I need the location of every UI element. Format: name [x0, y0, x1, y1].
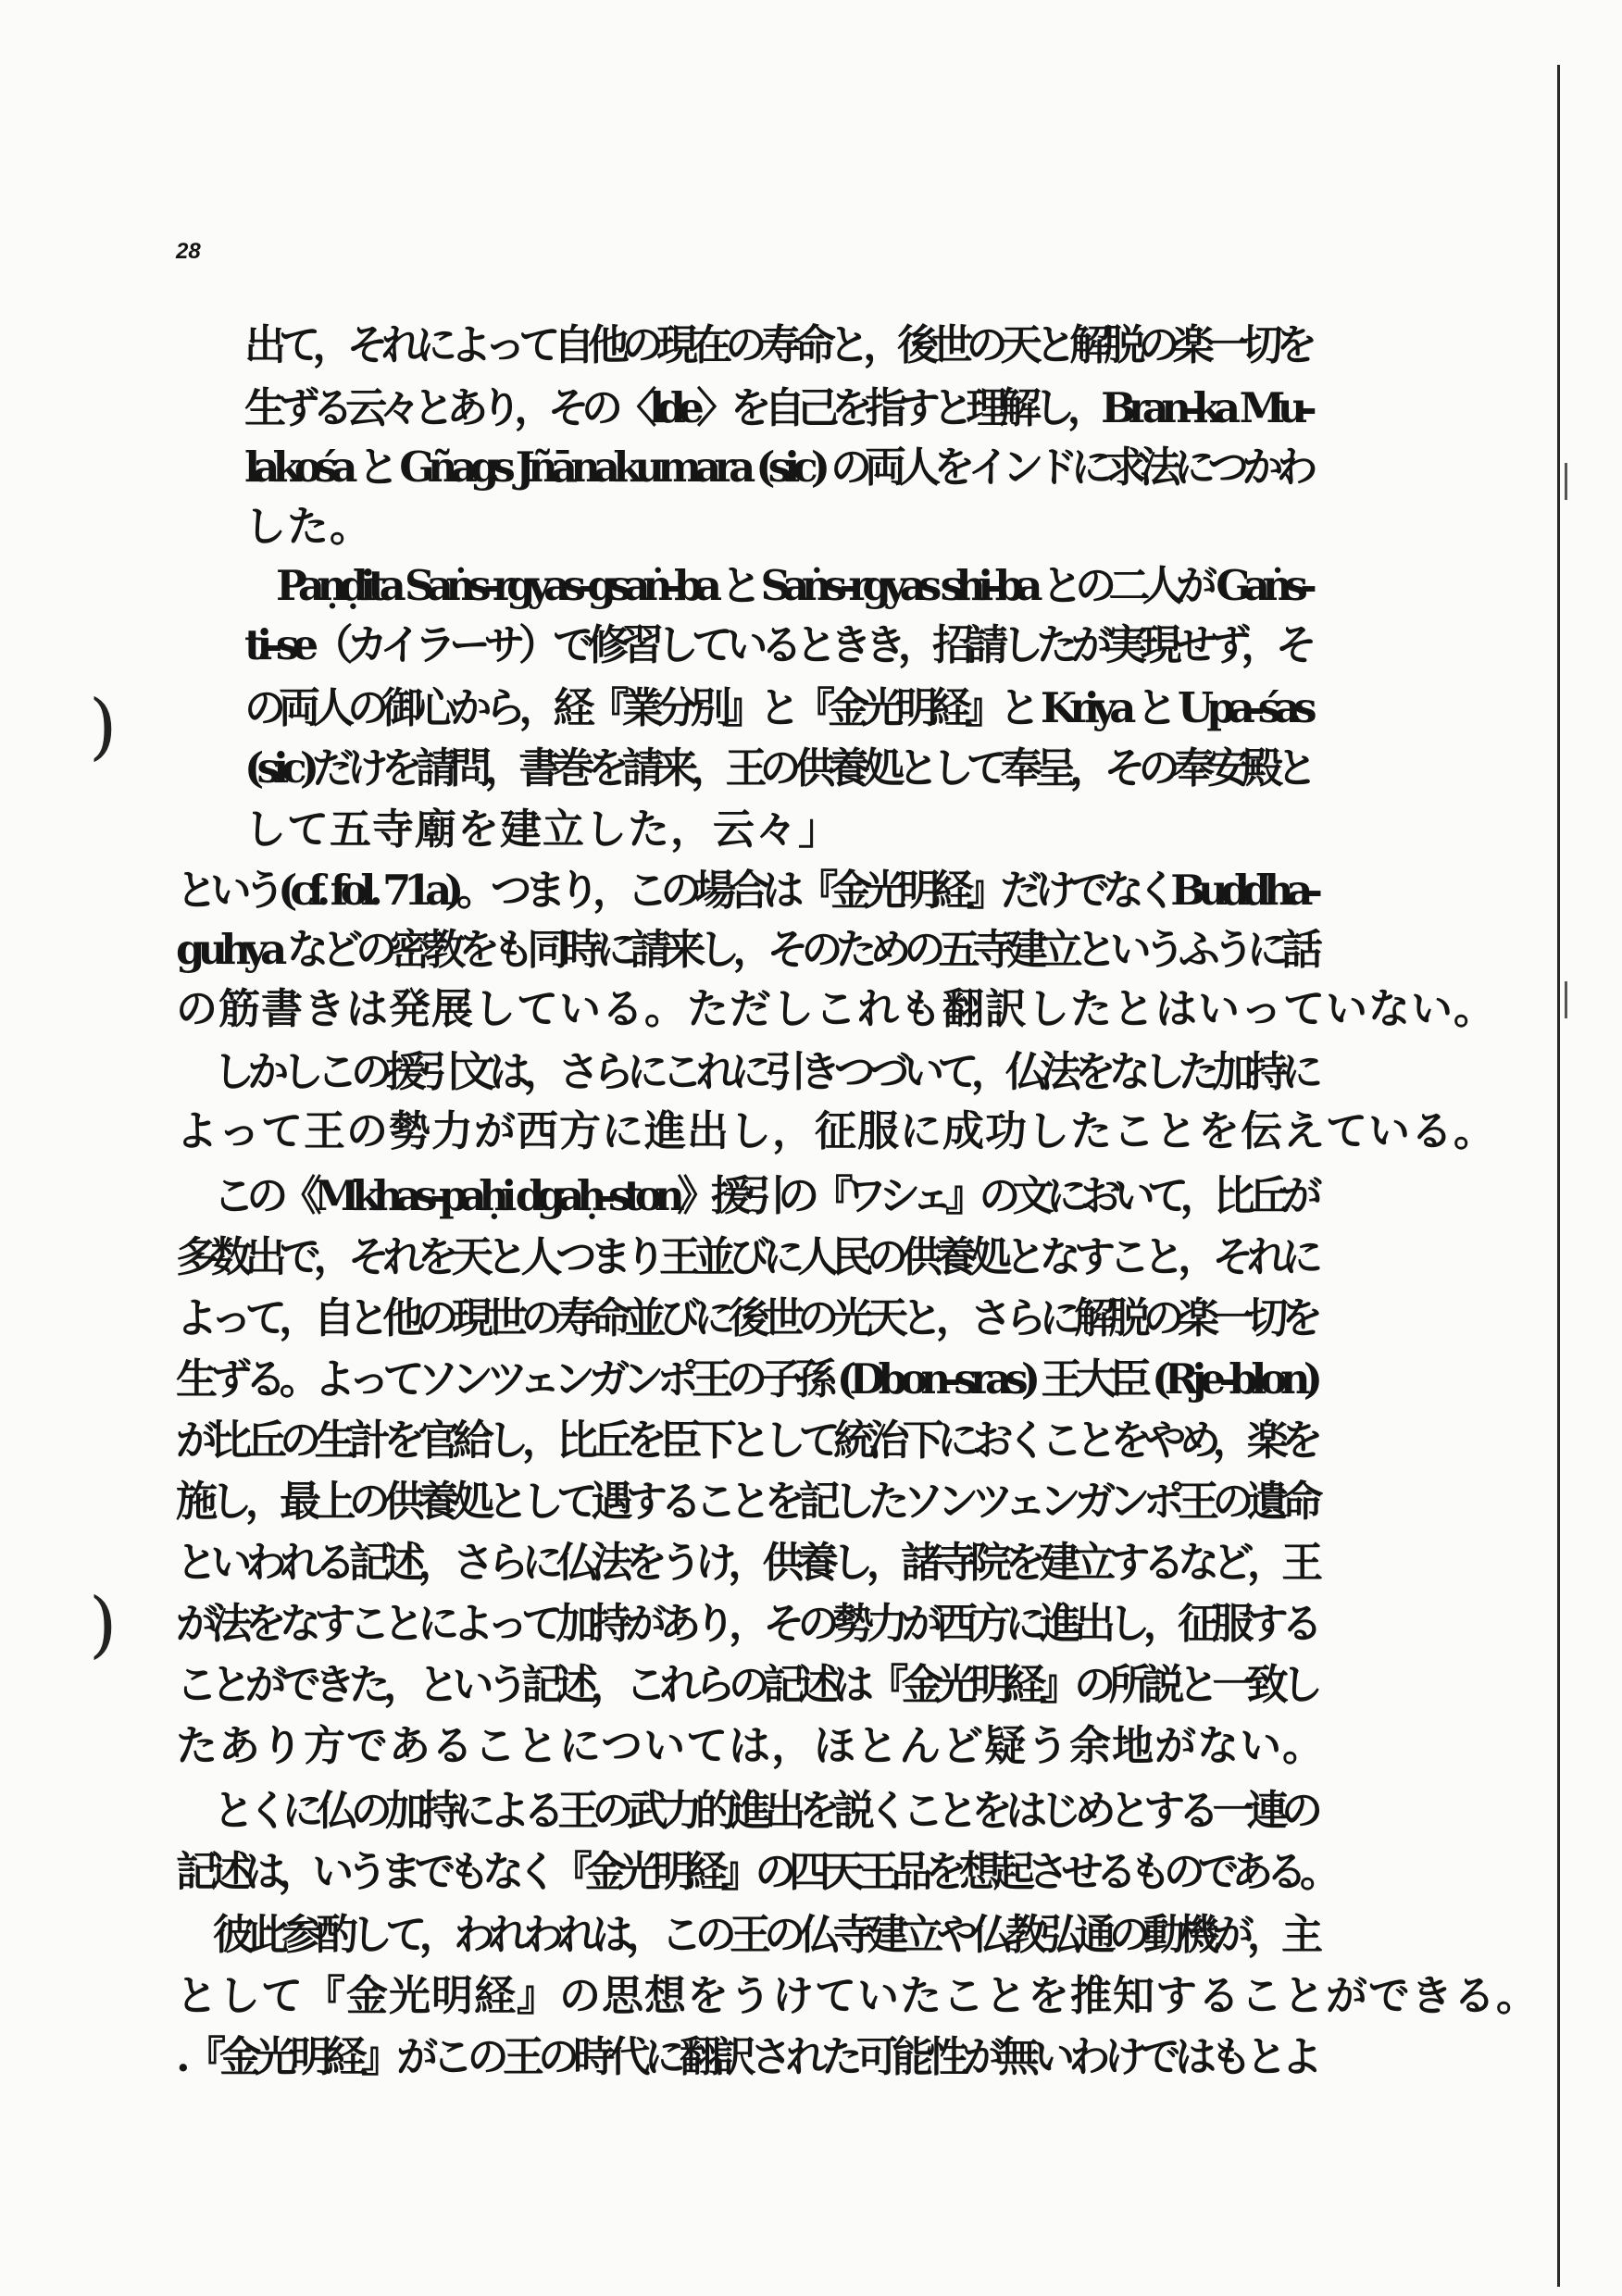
- body-line: という(cf. fol. 71a)。つまり，この場合は『金光明経』だけでなくBuddha-: [176, 866, 1316, 915]
- page-number: 28: [176, 239, 201, 264]
- body-line: の筋書きは発展している。ただしこれも翻訳したとはいっていない。: [176, 984, 1497, 1033]
- body-line: .『金光明経』がこの王の時代に翻訳された可能性が無いわけではもとよ: [176, 2032, 1316, 2081]
- quote-line: 生ずる云々とあり，その〈lde〉を自己を指すと理解し，Bran-ka Mu-: [244, 383, 1310, 432]
- body-line: 記述は，いうまでもなく『金光明経』の四天王品を想起させるものである。: [176, 1847, 1334, 1896]
- body-line: とくに仏の加持による王の武力的進出を説くことをはじめとする一連の: [213, 1786, 1316, 1835]
- body-line: 生ずる。よってソンツェンガンポ王の子孫 (Dbon-sras) 王大臣 (Rje-blon): [176, 1354, 1316, 1404]
- body-line: として『金光明経』の思想をうけていたことを推知することができる。: [176, 1971, 1540, 2020]
- body-line: ことができた，という記述，これらの記述は『金光明経』の所説と一致し: [176, 1660, 1316, 1709]
- binding-mark: ): [89, 685, 118, 768]
- body-line: guhya などの密教をも同時に請来し，そのための五寺建立というふうに話: [176, 925, 1316, 974]
- quote-line: (sic)だけを請問，書巻を請来，王の供養処として奉呈，その奉安殿と: [244, 743, 1311, 792]
- quote-line: の両人の御心から，経『業分別』と『金光明経』と Kriya と Upa-śas: [244, 683, 1310, 732]
- body-line: よって王の勢力が西方に進出し，征服に成功したことを伝えている。: [176, 1106, 1497, 1155]
- quote-line: した。: [244, 502, 373, 551]
- page-edge-line: [1557, 65, 1560, 2287]
- body-line: たあり方であることについては，ほとんど疑う余地がない。: [176, 1721, 1326, 1770]
- body-line: といわれる記述，さらに仏法をうけ，供養し，諸寺院を建立するなど，王: [176, 1538, 1316, 1587]
- body-line: が比丘の生計を官給し，比丘を臣下として統治下におくことをやめ，楽を: [176, 1416, 1316, 1465]
- margin-tick: [1565, 981, 1567, 1018]
- quote-line: ti-se（カイラーサ）で修習しているときき，招請したが実現せず，そ: [244, 620, 1311, 669]
- body-line: しかしこの援引文は，さらにこれに引きつづいて，仏法をなした加持に: [213, 1047, 1316, 1096]
- margin-tick: [1565, 463, 1567, 500]
- body-line: この《Mkhas-paḥi dgaḥ-ston》援引の『ワシェ』の文において，比丘が: [213, 1171, 1315, 1220]
- quote-line: 出て，それによって自他の現在の寿命と，後世の天と解脱の楽一切を: [244, 320, 1311, 369]
- body-line: が法をなすことによって加持があり，その勢力が西方に進出し，征服する: [176, 1599, 1316, 1648]
- body-line: 施し，最上の供養処として遇することを記したソンツェンガンポ王の遺命: [176, 1477, 1316, 1526]
- body-line: 多数出で，それを天と人つまり王並びに人民の供養処となすこと，それに: [176, 1232, 1316, 1281]
- quote-line: して五寺廟を建立した，云々」: [244, 805, 842, 854]
- body-line: よって，自と他の現世の寿命並びに後世の光天と，さらに解脱の楽一切を: [176, 1293, 1316, 1342]
- quote-line: lakośa と Gñags Jñānakumara (sic) の両人をインドに求法につかわ: [244, 443, 1311, 492]
- quote-line: Paṇḍita Saṅs-rgyas-gsaṅ-ba と Saṅs-rgyas shi-ba との二人が Gaṅs-: [276, 561, 1310, 610]
- body-line: 彼此参酌して，われわれは，この王の仏寺建立や仏教弘通の動機が，主: [213, 1910, 1316, 1959]
- binding-mark: ): [89, 1583, 118, 1666]
